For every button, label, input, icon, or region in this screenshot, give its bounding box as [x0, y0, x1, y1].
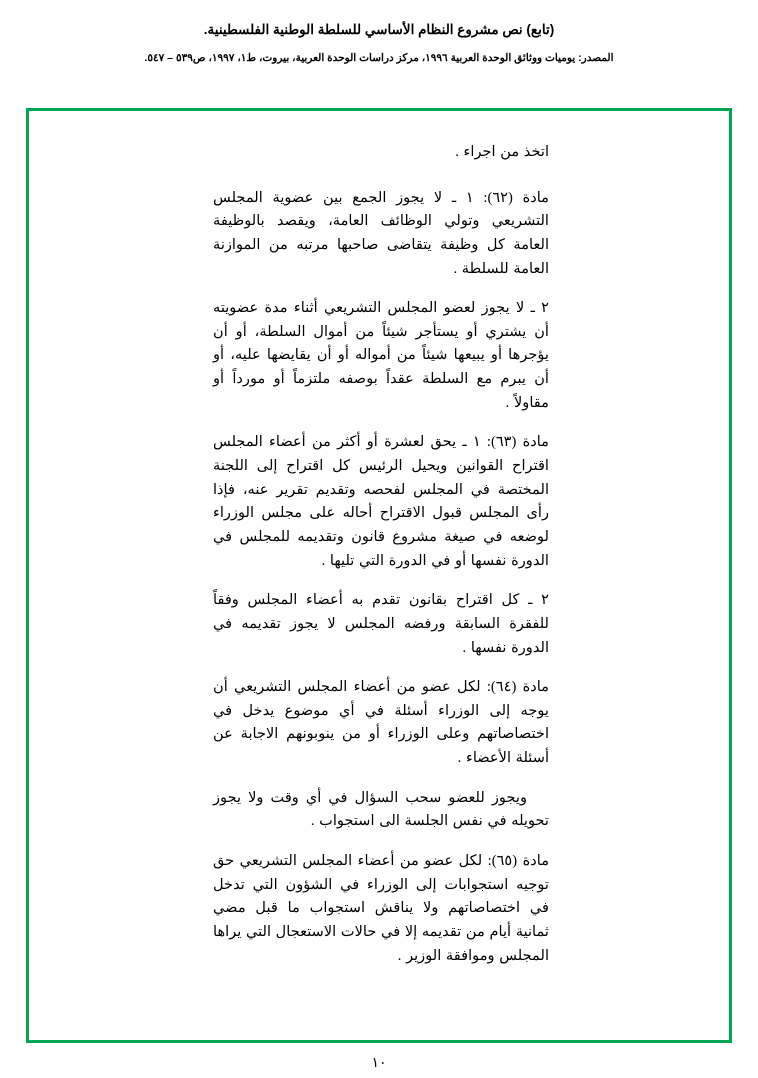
paragraph-article-63-2: ٢ ـ كل اقتراح بقانون تقدم به أعضاء المجلس وفقاً للفقرة السابقة ورفضه المجلس لا يجوز تقديمه في الدورة نفسها .	[213, 592, 549, 656]
content-frame	[26, 108, 732, 1043]
paragraph-continued-line: اتخذ من اجراء .	[455, 144, 549, 160]
paragraph-article-63-1: مادة (٦٣): ١ ـ يحق لعشرة أو أكثر من أعضاء المجلس اقتراح القوانين ويحيل الرئيس كل اقتراح إلى اللجنة المختصة في المجلس لفحصه وتقديم تقرير عنه، فإذا رأى المجلس قبول الاقتراح أحاله على مجلس الوزراء لوضعه في صيغة مشروع قانون وتقديمه للمجلس في الدورة نفسها أو في الدورة التي تليها .	[213, 434, 549, 569]
page-number: ١٠	[371, 1056, 387, 1071]
paragraph-article-62-2: ٢ ـ لا يجوز لعضو المجلس التشريعي أثناء مدة عضويته أن يشتري أو يستأجر شيئاً من أموال السلطة، أو أن يؤجرها أو يبيعها شيئاً من أمواله أو أن يقايضها عليه، أو أن يبرم مع السلطة عقداً بوصفه ملتزماً أو مورداً أو مقاولاً .	[213, 300, 549, 411]
paragraph-article-64-note: ويجوز للعضو سحب السؤال في أي وقت ولا يجوز تحويله في نفس الجلسة الى استجواب .	[213, 789, 549, 830]
page-title: (تابع) نص مشروع النظام الأساسي للسلطة الوطنية الفلسطينية.	[203, 22, 555, 37]
source-line: المصدر: يوميات ووثائق الوحدة العربية ١٩٩٦، مركز دراسات الوحدة العربية، بيروت، ط١، ١٩٩٧، ص٥٣٩ – ٥٤٧.	[144, 52, 614, 65]
document-header	[0, 0, 758, 67]
paragraph-article-64: مادة (٦٤): لكل عضو من أعضاء المجلس التشريعي أن يوجه إلى الوزراء أسئلة في أي موضوع يدخل في اختصاصاتهم وعلى الوزراء أو من ينوبونهم الاجابة عن أسئلة الأعضاء .	[213, 679, 549, 767]
paragraph-article-65: مادة (٦٥): لكل عضو من أعضاء المجلس التشريعي حق توجيه استجوابات إلى الوزراء في الشؤون التي تدخل في اختصاصاتهم ولا يناقش استجواب ما قبل مضي ثمانية أيام من تقديمه إلا في حالات الاستعجال التي يراها المجلس وموافقة الوزير .	[213, 853, 550, 964]
document-body	[213, 141, 549, 984]
paragraph-article-62-1: مادة (٦٢): ١ ـ لا يجوز الجمع بين عضوية المجلس التشريعي وتولي الوظائف العامة، ويقصد بالوظيفة العامة كل وظيفة يتقاضى صاحبها مرتبه من الموازنة العامة للسلطة .	[213, 189, 549, 277]
